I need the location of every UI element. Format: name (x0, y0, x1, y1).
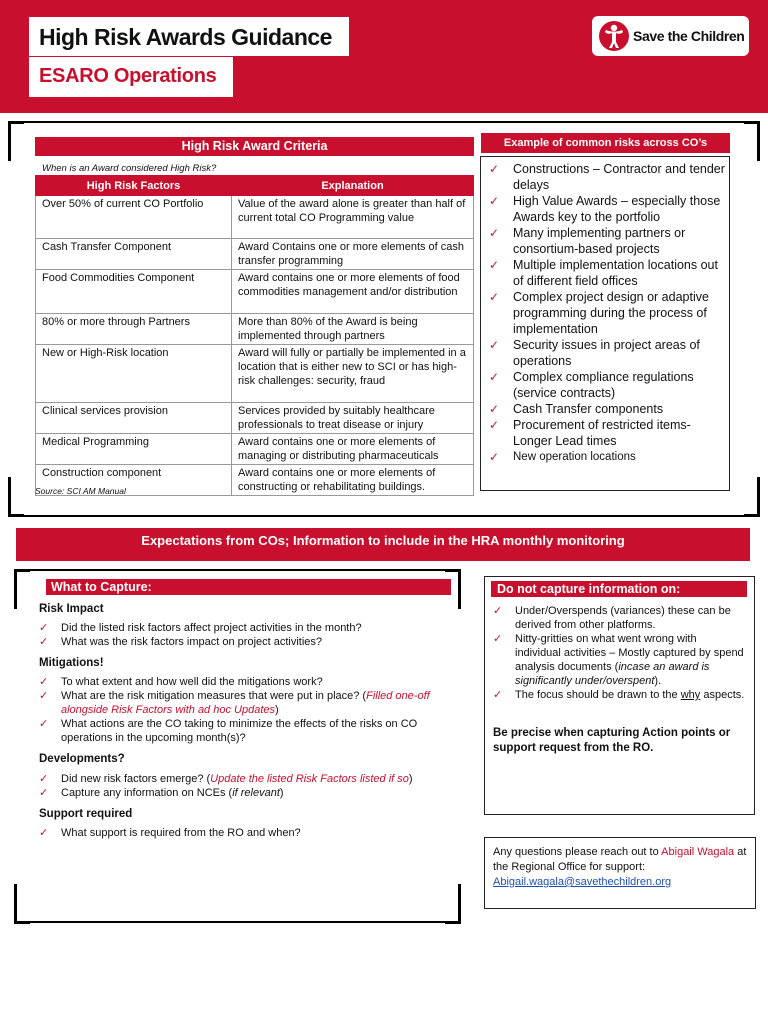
factor-cell: Food Commodities Component (36, 270, 232, 314)
checkmark-icon: ✓ (489, 194, 500, 208)
list-item: ✓ What support is required from the RO and when? (39, 827, 301, 839)
checkmark-icon: ✓ (39, 787, 49, 799)
developments-list (39, 772, 445, 800)
page-title: High Risk Awards Guidance (29, 17, 349, 56)
table-row (36, 403, 474, 434)
explanation-cell: Award Contains one or more elements of cash transfer programming (232, 239, 474, 270)
lower-frame-left-bottom (14, 884, 30, 924)
list-item: ✓ Did new risk factors emerge? (Update the listed Risk Factors listed if so) (39, 773, 413, 785)
factor-cell: Clinical services provision (36, 403, 232, 434)
save-the-children-logo (592, 16, 749, 56)
checkmark-icon: ✓ (489, 258, 500, 272)
list-item: ✓ To what extent and how well did the mitigations work? (39, 676, 323, 688)
list-item: ✓ Complex compliance regulations (service contracts) (489, 370, 694, 400)
lower-frame-top-line (30, 569, 445, 571)
child-figure-icon (599, 20, 629, 52)
checkmark-icon: ✓ (489, 338, 500, 352)
contact-name: Abigail Wagala (661, 846, 735, 858)
support-heading: Support required (39, 808, 133, 820)
table-row (36, 434, 474, 465)
common-risks-title: Example of common risks across CO’s (481, 133, 730, 153)
explanation-cell: Award contains one or more elements of constructing or rehabilitating buildings. (232, 465, 474, 496)
developments-heading: Developments? (39, 753, 125, 765)
checkmark-icon: ✓ (493, 605, 503, 617)
checkmark-icon: ✓ (39, 690, 49, 702)
mitigations-heading: Mitigations! (39, 657, 104, 669)
capture-title: What to Capture: (46, 579, 451, 595)
factor-cell: New or High-Risk location (36, 345, 232, 403)
checkmark-icon: ✓ (489, 418, 500, 432)
list-item: ✓ Did the listed risk factors affect project activities in the month? (39, 622, 362, 634)
logo-text: Save the Children (633, 28, 745, 44)
checkmark-icon: ✓ (39, 827, 49, 839)
list-item: ✓ What was the risk factors impact on project activities? (39, 636, 323, 648)
checkmark-icon: ✓ (39, 773, 49, 785)
list-item: ✓ High Value Awards – especially those Awards key to the portfolio (489, 194, 721, 224)
list-item: ✓ Constructions – Contractor and tender delays (489, 162, 725, 192)
factor-cell: Cash Transfer Component (36, 239, 232, 270)
table-row (36, 270, 474, 314)
list-item: ✓ Cash Transfer components (489, 402, 664, 416)
do-not-list (493, 604, 745, 702)
factor-cell: Construction component (36, 465, 232, 496)
support-list (39, 826, 445, 840)
checkmark-icon: ✓ (39, 636, 49, 648)
risk-impact-heading: Risk Impact (39, 603, 104, 615)
upper-frame-right (744, 121, 760, 161)
checkmark-icon: ✓ (489, 402, 500, 416)
lower-frame-bottom-line (30, 921, 445, 923)
do-not-title: Do not capture information on: (491, 581, 747, 597)
factor-cell: Over 50% of current CO Portfolio (36, 196, 232, 239)
expectations-banner: Expectations from COs; Information to include in the HRA monthly monitoring (16, 528, 750, 561)
table-row (36, 239, 474, 270)
list-item: ✓ New operation locations (489, 450, 636, 464)
list-item: ✓ Multiple implementation locations out of different field offices (489, 258, 718, 288)
factor-cell: Medical Programming (36, 434, 232, 465)
list-item: ✓ Under/Overspends (variances) these can be derived from other platforms. (493, 605, 731, 631)
risk-impact-list (39, 621, 445, 649)
explanation-cell: Award will fully or partially be implemented in a location that is either new to SCI or has high-risk challenges: security, fraud (232, 345, 474, 403)
criteria-source: Source: SCI AM Manual (35, 486, 126, 496)
checkmark-icon: ✓ (489, 290, 500, 304)
contact-email-link[interactable]: Abigail.wagala@savethechildren.org (493, 876, 672, 888)
explanation-cell: Award contains one or more elements of managing or distributing pharmaceuticals (232, 434, 474, 465)
checkmark-icon: ✓ (489, 226, 500, 240)
explanation-cell: Value of the award alone is greater than half of current total CO Programming value (232, 196, 474, 239)
lower-frame-mid-right-bottom (445, 884, 461, 924)
checkmark-icon: ✓ (489, 162, 500, 176)
criteria-title: High Risk Award Criteria (35, 137, 474, 156)
upper-frame-top-line (24, 121, 744, 123)
criteria-col-factor: High Risk Factors (36, 176, 232, 196)
upper-frame-right-bottom (744, 477, 760, 517)
criteria-question: When is an Award considered High Risk? (42, 163, 217, 174)
table-row (36, 314, 474, 345)
criteria-col-explanation: Explanation (232, 176, 474, 196)
upper-frame-left (8, 121, 24, 161)
lower-frame-left (14, 569, 30, 609)
list-item: ✓ Capture any information on NCEs (if relevant) (39, 787, 284, 799)
checkmark-icon: ✓ (493, 633, 503, 645)
criteria-table (35, 175, 474, 496)
mitigations-list (39, 675, 445, 745)
checkmark-icon: ✓ (39, 676, 49, 688)
table-row (36, 196, 474, 239)
explanation-cell: More than 80% of the Award is being implemented through partners (232, 314, 474, 345)
list-item: ✓ Many implementing partners or consortium-based projects (489, 226, 686, 256)
explanation-cell: Award contains one or more elements of food commodities management and/or distribution (232, 270, 474, 314)
capture-content (39, 603, 445, 840)
do-not-note: Be precise when capturing Action points or support request from the RO. (493, 727, 731, 754)
list-item: ✓ Nitty-gritties on what went wrong with individual activities – Mostly captured by spend analysis documents (incase an award is significantly under/overspent). (493, 633, 744, 687)
list-item: ✓ Complex project design or adaptive programming during the process of implementation (489, 290, 709, 336)
list-item: ✓ Procurement of restricted items-Longer Lead times (489, 418, 691, 448)
header-banner (0, 0, 768, 113)
checkmark-icon: ✓ (489, 370, 500, 384)
page-subtitle: ESARO Operations (29, 57, 233, 97)
checkmark-icon: ✓ (39, 622, 49, 634)
upper-frame-left-bottom (8, 477, 24, 517)
list-item: ✓ Security issues in project areas of operations (489, 338, 700, 368)
list-item: ✓ The focus should be drawn to the why aspects. (493, 689, 745, 701)
explanation-cell: Services provided by suitably healthcare professionals to treat disease or injury (232, 403, 474, 434)
checkmark-icon: ✓ (39, 718, 49, 730)
list-item: ✓ What are the risk mitigation measures that were put in place? (Filled one-off alongside Risk Factors with ad hoc Updates) (39, 690, 430, 716)
checkmark-icon: ✓ (493, 689, 503, 701)
list-item: ✓ What actions are the CO taking to minimize the effects of the risks on CO operations in the upcoming month(s)? (39, 718, 418, 744)
common-risks-list (489, 161, 725, 465)
upper-frame-bottom-line (24, 515, 744, 517)
factor-cell: 80% or more through Partners (36, 314, 232, 345)
contact-box: Any questions please reach out to Abigail Wagala at the Regional Office for support: Abigail.wagala@savethechildren.org (484, 837, 756, 909)
table-row (36, 345, 474, 403)
checkmark-icon: ✓ (489, 450, 500, 464)
